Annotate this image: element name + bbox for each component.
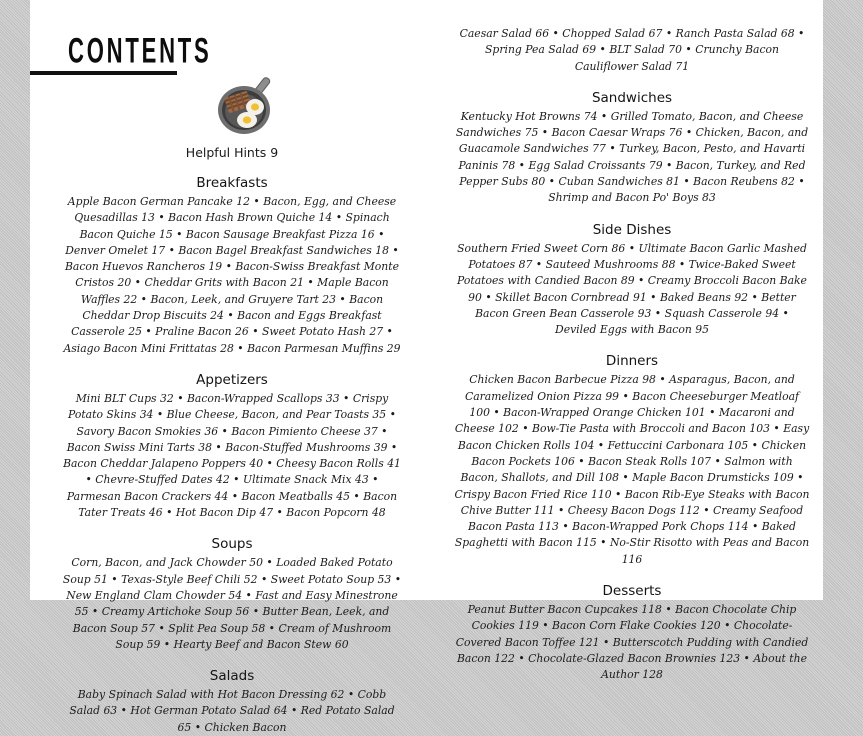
section-desserts xyxy=(454,583,810,683)
section-body-side-dishes: Southern Fried Sweet Corn 86 • Ultimate Bacon Garlic Mashed Potatoes 87 • Sauteed Mushrooms 88 • Twice-Baked Sweet Potatoes with Candied Bacon 89 • Creamy Broccoli Bacon Bake 90 • Skillet Bacon Cornbread 91 • Baked Beans 92 • Better Bacon Green Bean Casserole 93 • Squash Casserole 94 • Deviled Eggs with Bacon 95 xyxy=(457,241,807,337)
section-heading-dinners: Dinners xyxy=(605,353,659,370)
section-sandwiches xyxy=(454,90,810,207)
section-heading-breakfasts: Breakfasts xyxy=(196,175,268,191)
section-body-dinners: Chicken Bacon Barbecue Pizza 98 • Asparagus, Bacon, and Caramelized Onion Pizza 99 • Bacon Cheeseburger Meatloaf 100 • Bacon-Wrapped Orange Chicken 101 • Macaroni and Cheese 102 • Bow-Tie Pasta with Broccoli and Bacon 103 • Easy Bacon Chicken Rolls 104 • Fettuccini Carbonara 105 • Chicken Bacon Pockets 106 • Bacon Steak Rolls 107 • Salmon with Bacon, Shallots, and Dill 108 • Maple Bacon Drumsticks 109 • Crispy Bacon Fried Rice 110 • Bacon Rib-Eye Steaks with Bacon Chive Butter 111 • Cheesy Bacon Dogs 112 • Creamy Seafood Bacon Pasta 113 • Bacon-Wrapped Pork Chops 114 • Baked Spaghetti with Bacon 115 • No-Stir Risotto with Peas and Bacon 116 xyxy=(454,373,810,566)
section-side-dishes xyxy=(454,222,810,339)
helpful-hints-entry: Helpful Hints 9 xyxy=(185,145,279,160)
section-salads xyxy=(62,668,402,736)
page-title: CONTENTS xyxy=(68,32,212,72)
section-heading-desserts: Desserts xyxy=(602,583,662,600)
left-page-column xyxy=(62,74,402,736)
section-body-salads-continued: Caesar Salad 66 • Chopped Salad 67 • Ranch Pasta Salad 68 • Spring Pea Salad 69 • BLT Salad 70 • Crunchy Bacon Cauliflower Salad 71 xyxy=(459,27,805,73)
section-breakfasts xyxy=(62,175,402,357)
frying-pan-image xyxy=(90,74,402,143)
section-salads-continued xyxy=(454,26,810,75)
section-body-salads: Baby Spinach Salad with Hot Bacon Dressing 62 • Cobb Salad 63 • Hot German Potato Salad 64 • Red Potato Salad 65 • Chicken Bacon xyxy=(69,688,395,734)
frying-pan-icon xyxy=(214,74,278,138)
section-dinners xyxy=(454,353,810,568)
right-page-column xyxy=(454,26,810,684)
contents-spread xyxy=(30,0,823,734)
section-body-soups: Corn, Bacon, and Jack Chowder 50 • Loaded Baked Potato Soup 51 • Texas-Style Beef Chili 52 • Sweet Potato Soup 53 • New England Clam Chowder 54 • Fast and Easy Minestrone 55 • Creamy Artichoke Soup 56 • Butter Bean, Leek, and Bacon Soup 57 • Split Pea Soup 58 • Cream of Mushroom Soup 59 • Hearty Beef and Bacon Stew 60 xyxy=(62,556,402,651)
section-body-breakfasts: Apple Bacon German Pancake 12 • Bacon, Egg, and Cheese Quesadillas 13 • Bacon Hash Brown Quiche 14 • Spinach Bacon Quiche 15 • Bacon Sausage Breakfast Pizza 16 • Denver Omelet 17 • Bacon Bagel Breakfast Sandwiches 18 • Bacon Huevos Rancheros 19 • Bacon-Swiss Breakfast Monte Cristos 20 • Cheddar Grits with Bacon 21 • Maple Bacon Waffles 22 • Bacon, Leek, and Gruyere Tart 23 • Bacon Cheddar Drop Biscuits 24 • Bacon and Eggs Breakfast Casserole 25 • Praline Bacon 26 • Sweet Potato Hash 27 • Asiago Bacon Mini Frittatas 28 • Bacon Parmesan Muffins 29 xyxy=(63,195,401,355)
section-appetizers xyxy=(62,372,402,521)
section-body-appetizers: Mini BLT Cups 32 • Bacon-Wrapped Scallops 33 • Crispy Potato Skins 34 • Blue Cheese, Bacon, and Pear Toasts 35 • Savory Bacon Smokies 36 • Bacon Pimiento Cheese 37 • Bacon Swiss Mini Tarts 38 • Bacon-Stuffed Mushrooms 39 • Bacon Cheddar Jalapeno Poppers 40 • Cheesy Bacon Rolls 41 • Chevre-Stuffed Dates 42 • Ultimate Snack Mix 43 • Parmesan Bacon Crackers 44 • Bacon Meatballs 45 • Bacon Tater Treats 46 • Hot Bacon Dip 47 • Bacon Popcorn 48 xyxy=(63,391,401,520)
section-body-sandwiches: Kentucky Hot Browns 74 • Grilled Tomato, Bacon, and Cheese Sandwiches 75 • Bacon Caesar Wraps 76 • Chicken, Bacon, and Guacamole Sandwiches 77 • Turkey, Bacon, Pesto, and Havarti Paninis 78 • Egg Salad Croissants 79 • Bacon, Turkey, and Red Pepper Subs 80 • Cuban Sandwiches 81 • Bacon Reubens 82 • Shrimp and Bacon Po' Boys 83 xyxy=(455,109,809,205)
section-heading-side-dishes: Side Dishes xyxy=(592,221,672,238)
section-soups xyxy=(62,536,402,653)
section-heading-salads: Salads xyxy=(209,668,255,685)
section-heading-soups: Soups xyxy=(211,536,253,553)
section-body-desserts: Peanut Butter Bacon Cupcakes 118 • Bacon Chocolate Chip Cookies 119 • Bacon Corn Flake Cookies 120 • Chocolate-Covered Bacon Toffee 121 • Butterscotch Pudding with Candied Bacon 122 • Chocolate-Glazed Bacon Brownies 123 • About the Author 128 xyxy=(455,603,809,682)
section-heading-appetizers: Appetizers xyxy=(196,371,268,388)
section-heading-sandwiches: Sandwiches xyxy=(591,89,673,106)
